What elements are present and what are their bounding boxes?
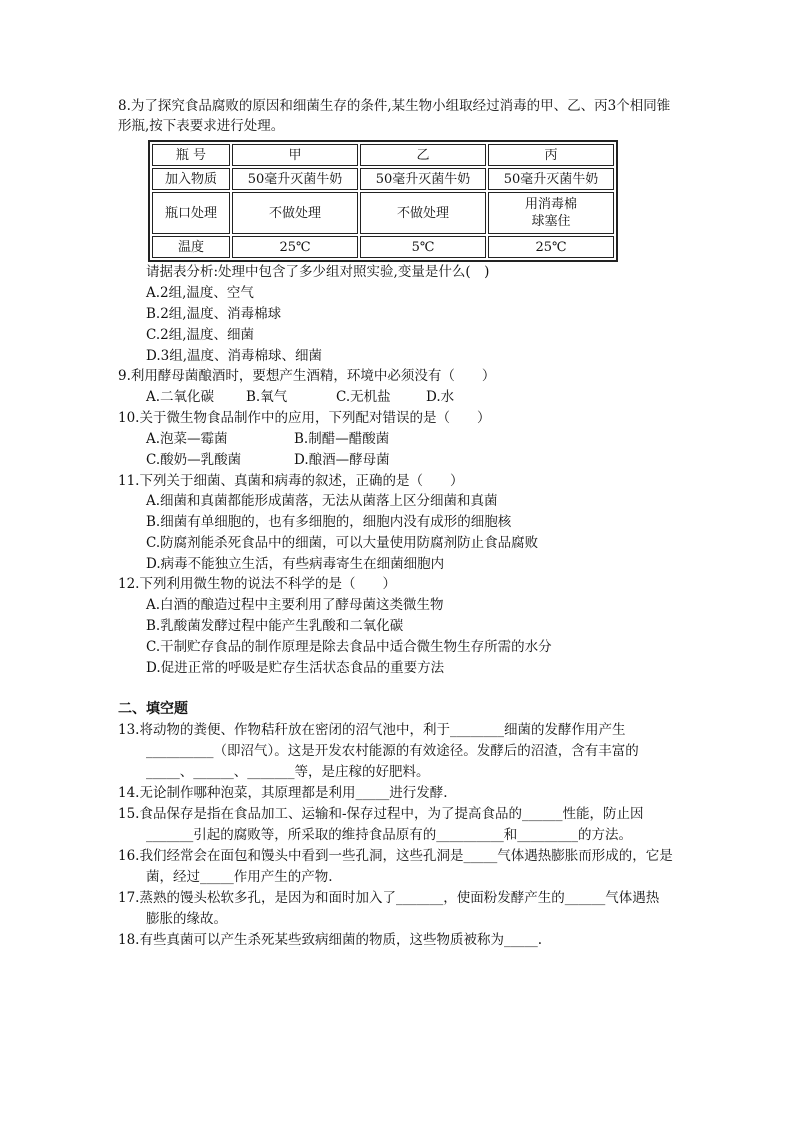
table-cell-cap bbox=[488, 192, 614, 234]
cap-line1: 用消毒棉 bbox=[524, 197, 577, 212]
q12-option-a: A.白酒的酿造过程中主要利用了酵母菌这类微生物 bbox=[146, 597, 444, 613]
q12-stem: 12.下列利用微生物的说法不科学的是（ ） bbox=[118, 576, 396, 592]
table-header-jia: 甲 bbox=[232, 144, 358, 166]
q11-option-a: A.细菌和真菌都能形成菌落，无法从菌落上区分细菌和真菌 bbox=[146, 493, 498, 509]
table-cell: 25℃ bbox=[232, 236, 358, 258]
table-header-bing: 丙 bbox=[488, 144, 614, 166]
table-cell: 瓶口处理 bbox=[152, 192, 230, 234]
q11-stem: 11.下列关于细菌、真菌和病毒的叙述，正确的是（ ） bbox=[118, 473, 464, 489]
q15-line2: _______引起的腐败等，所采取的维持食品原有的__________和_________的方法。 bbox=[146, 827, 632, 843]
q9-option-b: B.氧气 bbox=[246, 389, 288, 405]
table-header-row bbox=[152, 144, 614, 166]
q10-stem: 10.关于微生物食品制作中的应用，下列配对错误的是（ ） bbox=[118, 410, 491, 426]
q11-option-d: D.病毒不能独立生活，有些病毒寄生在细菌细胞内 bbox=[146, 556, 445, 572]
q17-line1: 17.蒸熟的馒头松软多孔，是因为和面时加入了_______，使面粉发酵产生的______气体遇热 bbox=[118, 890, 660, 906]
table-cell: 不做处理 bbox=[360, 192, 486, 234]
q10-option-d: D.酿酒—酵母菌 bbox=[294, 452, 390, 468]
q8-option-c: C.2组,温度、细菌 bbox=[146, 327, 255, 343]
q12-option-b: B.乳酸菌发酵过程中能产生乳酸和二氧化碳 bbox=[146, 618, 404, 634]
q8-stem-line1: 8.为了探究食品腐败的原因和细菌生存的条件,某生物小组取经过消毒的甲、乙、丙3个相同锥 bbox=[118, 98, 671, 114]
q11-option-c: C.防腐剂能杀死食品中的细菌，可以大量使用防腐剂防止食品腐败 bbox=[146, 535, 539, 551]
table-cell: 25℃ bbox=[488, 236, 614, 258]
table-header-bottle: 瓶 号 bbox=[152, 144, 230, 166]
q17-line2: 膨胀的缘故。 bbox=[146, 911, 227, 927]
q9-option-c: C.无机盐 bbox=[336, 389, 391, 405]
q13-line2: __________（即沼气）。这是开发农村能源的有效途径。发酵后的沼渣，含有丰富的 bbox=[146, 743, 639, 759]
table-cell: 温度 bbox=[152, 236, 230, 258]
table-cell: 50毫升灭菌牛奶 bbox=[488, 168, 614, 190]
table-row bbox=[152, 168, 614, 190]
q15-line1: 15.食品保存是指在食品加工、运输和-保存过程中，为了提高食品的______性能，防止因 bbox=[118, 806, 644, 822]
q16-line2: 菌，经过_____作用产生的产物. bbox=[146, 869, 333, 885]
q11-option-b: B.细菌有单细胞的，也有多细胞的，细胞内没有成形的细胞核 bbox=[146, 514, 512, 530]
q10-option-a: A.泡菜—霉菌 bbox=[146, 431, 228, 447]
q18: 18.有些真菌可以产生杀死某些致病细菌的物质，这些物质被称为_____. bbox=[118, 932, 543, 948]
table-row bbox=[152, 192, 614, 234]
cap-line2: 球塞住 bbox=[531, 214, 571, 229]
table-cell: 50毫升灭菌牛奶 bbox=[232, 168, 358, 190]
q8-option-b: B.2组,温度、消毒棉球 bbox=[146, 306, 282, 322]
q14: 14.无论制作哪种泡菜，其原理都是利用_____进行发酵. bbox=[118, 785, 448, 801]
q9-stem: 9.利用酵母菌酿酒时，要想产生酒精，环境中必须没有（ ） bbox=[118, 368, 496, 384]
table-cell: 50毫升灭菌牛奶 bbox=[360, 168, 486, 190]
table-cell: 不做处理 bbox=[232, 192, 358, 234]
q8-stem-line2: 形瓶,按下表要求进行处理。 bbox=[118, 118, 285, 134]
q16-line1: 16.我们经常会在面包和馒头中看到一些孔洞，这些孔洞是_____气体遇热膨胀而形成的，它是 bbox=[118, 848, 673, 864]
q12-option-d: D.促进正常的呼吸是贮存生活状态食品的重要方法 bbox=[146, 660, 445, 676]
q8-table bbox=[148, 140, 618, 262]
q10-option-b: B.制醋—醋酸菌 bbox=[294, 431, 390, 447]
section-title-fill-in: 二、填空题 bbox=[118, 701, 188, 717]
q8-option-a: A.2组,温度、空气 bbox=[146, 285, 254, 301]
q13-line1: 13.将动物的粪便、作物秸秆放在密闭的沼气池中，利于________细菌的发酵作用产生 bbox=[118, 722, 626, 738]
table-row bbox=[152, 236, 614, 258]
table-cell: 加入物质 bbox=[152, 168, 230, 190]
q9-option-a: A.二氧化碳 bbox=[146, 389, 215, 405]
q12-option-c: C.干制贮存食品的制作原理是除去食品中适合微生物生存所需的水分 bbox=[146, 639, 552, 655]
q13-line3: _____、______、_______等，是庄稼的好肥料。 bbox=[146, 764, 430, 780]
q9-option-d: D.水 bbox=[426, 389, 455, 405]
q8-option-d: D.3组,温度、消毒棉球、细菌 bbox=[146, 348, 323, 364]
q8-question: 请据表分析:处理中包含了多少组对照实验,变量是什么( ) bbox=[146, 264, 490, 280]
q10-option-c: C.酸奶—乳酸菌 bbox=[146, 452, 242, 468]
table-cell: 5℃ bbox=[360, 236, 486, 258]
table-header-yi: 乙 bbox=[360, 144, 486, 166]
